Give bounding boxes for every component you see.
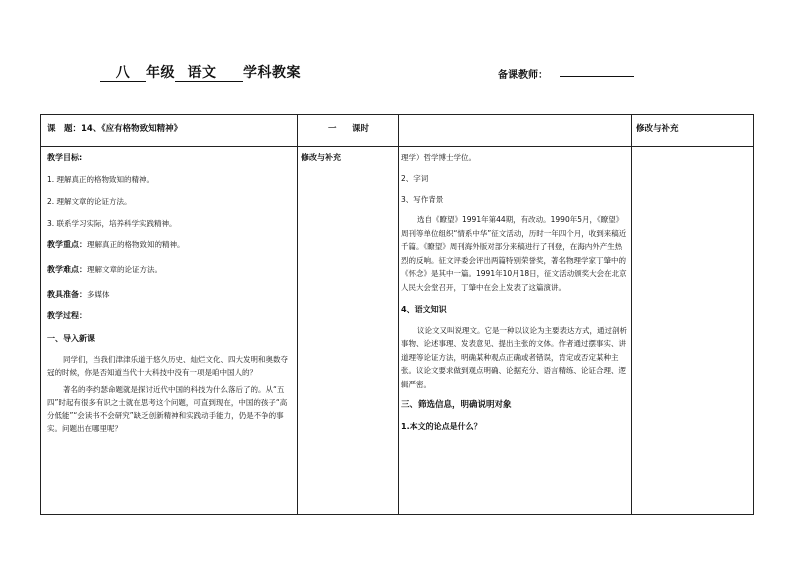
background-heading: 3、写作背景 <box>401 195 444 204</box>
goal-3: 3. 联系学习实际，培养科学实践精神。 <box>47 219 177 228</box>
column-1-content <box>47 152 291 435</box>
difficulty-text: 理解文章的论证方法。 <box>87 265 162 274</box>
difficulty-label: 教学难点： <box>47 265 87 274</box>
teacher-label: 备课教师： <box>498 70 548 81</box>
tools <box>47 289 291 300</box>
question-1: 1.本文的论点是什么？ <box>401 421 482 431</box>
column-3-content <box>401 152 627 432</box>
section-1-heading: 一、导入新课 <box>47 334 95 343</box>
language-knowledge-paragraph: 议论文又叫说理文。它是一种以议论为主要表达方式，通过剖析事物、论述事理、发表意见、提出主张的文体。作者通过摆事实、讲道理等论证方法，明确某种观点正确或者错误，肯定或否定某种主张。议论文要求做到观点明确、论据充分、语言精练、论证合理、逻辑严密。 <box>401 325 627 389</box>
revise-header: 修改与补充 <box>636 124 679 134</box>
grade-value: 八 <box>100 65 146 82</box>
subject-blank <box>229 65 243 82</box>
background-paragraph: 选自《瞭望》1991年第44期，有改动。1990年5月，《瞭望》周刊等单位组织“情系中华”征文活动，历时一年四个月，收到来稿近千篇。《瞭望》周刊海外版对部分来稿进行了刊登，在海内外产生热烈的反响。征文评委会评出两篇特别荣誉奖，著名物理学家丁肇中的《怀念》是其中一篇。1991年10月18日，征文活动颁奖大会在北京人民大会堂召开，丁肇中在会上发表了这篇演讲。 <box>401 215 627 292</box>
grade-suffix: 年级 <box>146 65 175 81</box>
goal-2: 2. 理解文章的论证方法。 <box>47 197 132 206</box>
difficulty <box>47 264 291 275</box>
subject-value: 语文 <box>175 65 229 82</box>
language-knowledge-heading: 4、语文知识 <box>401 304 447 314</box>
col-divider-3 <box>631 115 632 514</box>
tools-text: 多媒体 <box>87 290 110 299</box>
period-label: 课时 <box>352 124 370 134</box>
vocab-heading: 2、字词 <box>401 174 429 183</box>
lesson-title: 课 题：14、《应有格物致知精神》 <box>47 124 183 134</box>
goals-title: 教学目标: <box>47 153 83 162</box>
document-title <box>100 62 301 82</box>
key-point <box>47 239 291 250</box>
col-divider-2 <box>398 115 399 514</box>
revise-label-col2: 修改与补充 <box>301 153 341 162</box>
key-text: 理解真正的格物致知的精神。 <box>87 240 185 249</box>
section-3-heading: 三、筛选信息，明确说明对象 <box>401 399 512 410</box>
intro-paragraph-1: 同学们，当我们津津乐道于悠久历史、灿烂文化、四大发明和奥数夺冠的时候，你是否知道当代十大科技中没有一项是咱中国人的？ <box>47 355 288 377</box>
teacher-blank-line <box>560 76 634 77</box>
process-label: 教学过程： <box>47 311 87 320</box>
period-value: 一 <box>328 124 337 134</box>
goal-1: 1. 理解真正的格物致知的精神。 <box>47 175 155 184</box>
col-divider-1 <box>297 115 298 514</box>
bio-line: 理学）哲学博士学位。 <box>401 153 476 162</box>
header-row-divider <box>41 146 753 147</box>
key-label: 教学重点： <box>47 240 87 249</box>
tools-label: 教具准备： <box>47 290 87 299</box>
intro-paragraph-2: 著名的李约瑟命题就是探讨近代中国的科技为什么落后了的。从“五四”时起有很多有识之士就在思考这个问题，可直到现在，中国的孩子“高分低能”“会读书不会研究”缺乏创新精神和实践动手能力，仍是不争的事实。问题出在哪里呢？ <box>47 385 288 433</box>
doc-type: 学科教案 <box>243 65 301 81</box>
